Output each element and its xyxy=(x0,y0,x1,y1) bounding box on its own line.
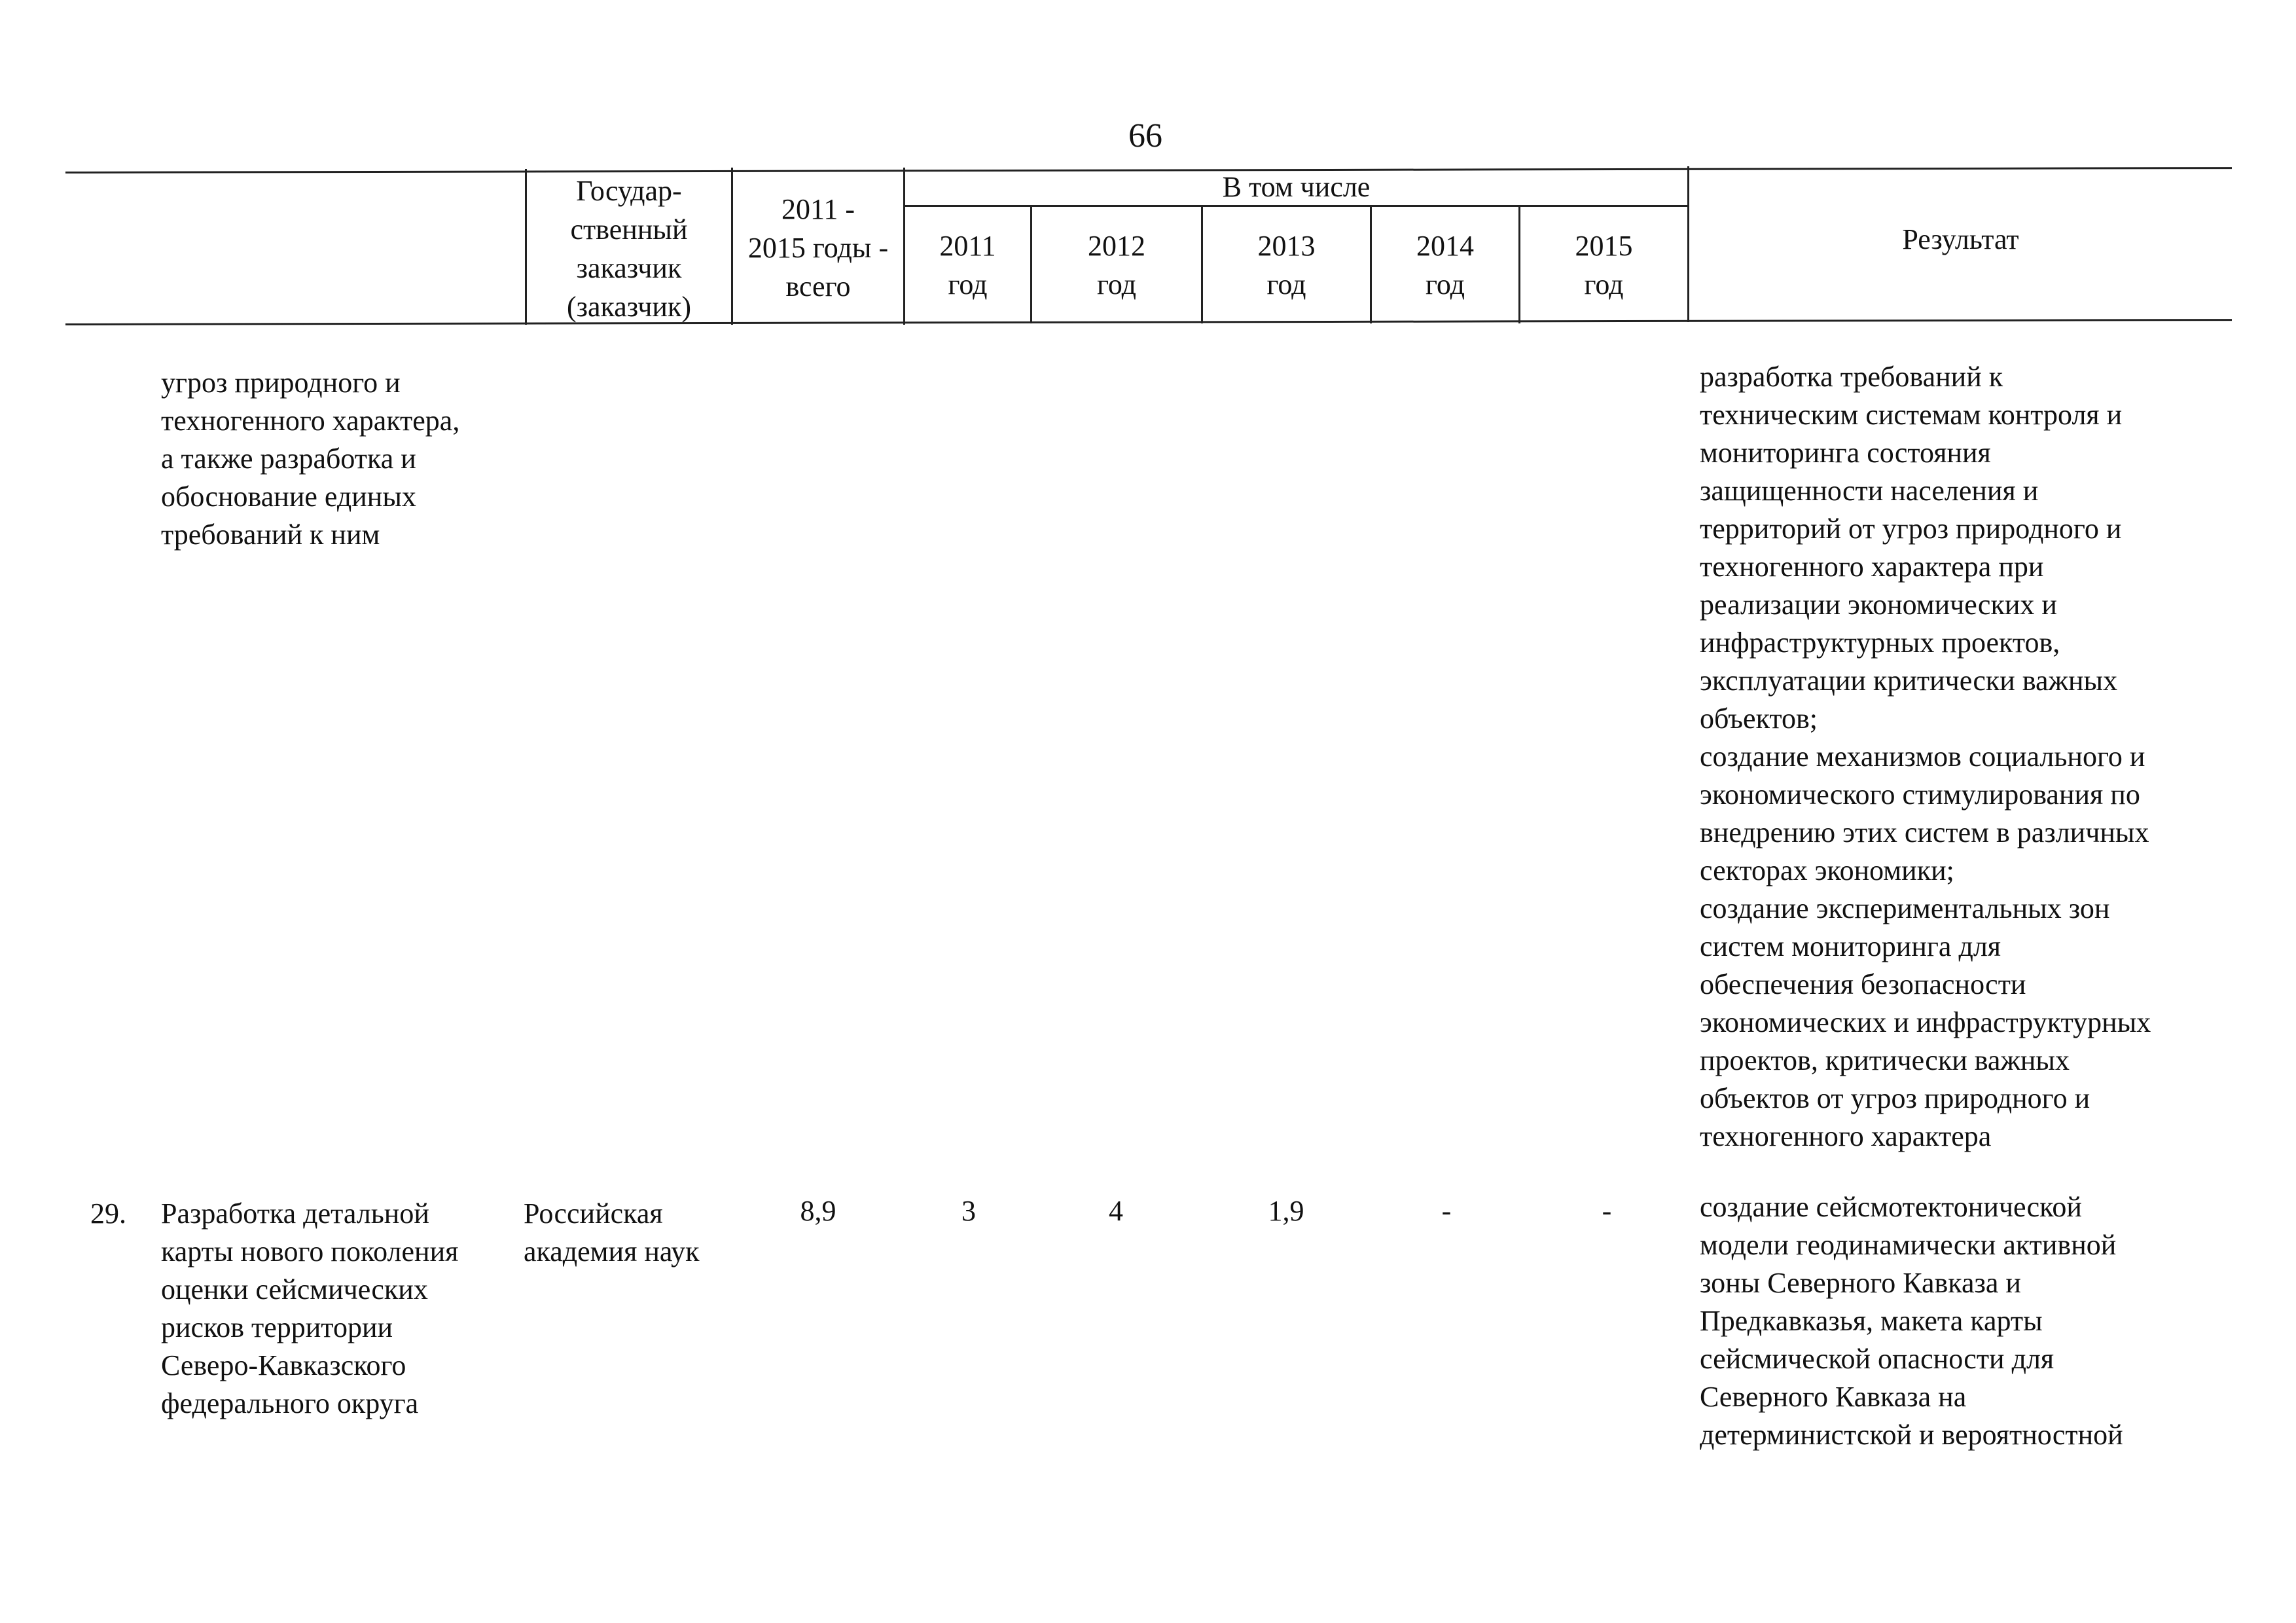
row-result-29: создание сейсмотектонической модели геодинамически активной зоны Северного Кавказа и Предкавказья, макета карты сейсмической опасности для Северного Кавказа на детерминистской и вероятностной xyxy=(1700,1191,2123,1451)
header-year-2012: 2012 год xyxy=(1088,230,1145,301)
row-measure-29: Разработка детальной карты нового поколения оценки сейсмических рисков территории Северо-Кавказского федерального округа xyxy=(161,1197,459,1419)
row-number-29: 29. xyxy=(90,1197,126,1230)
header-year-2013: 2013 год xyxy=(1257,230,1316,301)
row-measure-continuation: угроз природного и техногенного характера, а также разработка и обоснование единых требований к ним xyxy=(161,367,460,551)
row-customer-29: Российская академия наук xyxy=(524,1197,700,1267)
page-number: 66 xyxy=(1128,117,1162,155)
row-2013-29: 1,9 xyxy=(1268,1195,1304,1227)
header-year-2014: 2014 год xyxy=(1416,230,1474,301)
row-2015-29: - xyxy=(1602,1195,1612,1227)
header-bottom-rule xyxy=(65,319,2232,325)
row-2012-29: 4 xyxy=(1109,1195,1123,1227)
header-customer: Государ- ственный заказчик (заказчик) xyxy=(566,175,691,323)
header-total: 2011 - 2015 годы - всего xyxy=(747,193,889,302)
header-including: В том числе xyxy=(1222,171,1371,203)
header-year-2015: 2015 год xyxy=(1575,230,1633,301)
row-2011-29: 3 xyxy=(961,1195,976,1227)
header-year-2011: 2011 год xyxy=(939,230,996,301)
row-2014-29: - xyxy=(1441,1195,1452,1227)
row-total-29: 8,9 xyxy=(800,1195,836,1227)
row-result-continuation: разработка требований к техническим системам контроля и мониторинга состояния защищенности населения и территорий от угроз природного и техногенного характера при реализации экономических и инфраструктурных проектов, эксплуатации критически важных объектов; создание механизмов социального и экономического стимулирования по внедрению этих систем в различных секторах экономики; создание экспериментальных зон систем мониторинга для обеспечения безопасности экономических и инфраструктурных проектов, критически важных объектов от угроз природного и техногенного характера xyxy=(1700,361,2151,1152)
header-result: Результат xyxy=(1902,223,2019,255)
